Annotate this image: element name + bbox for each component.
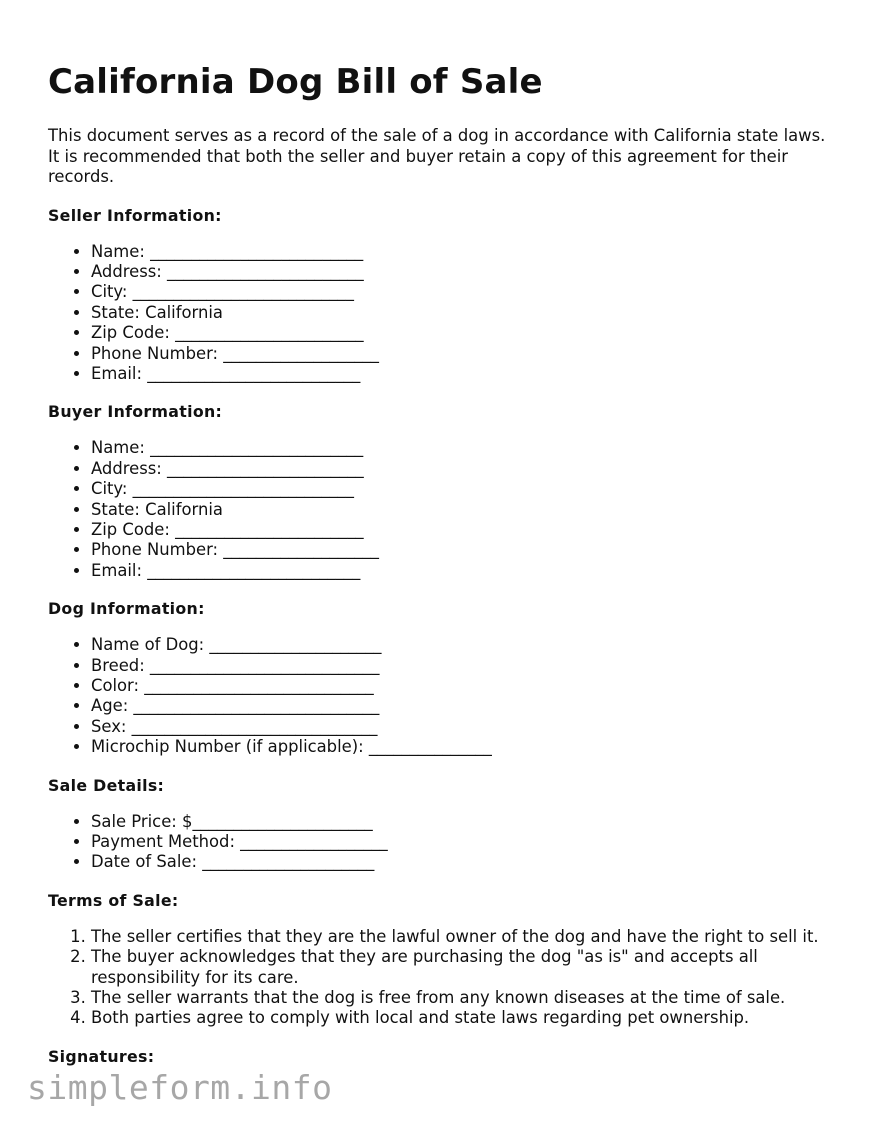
buyer-name-field: • Name: __________________________ bbox=[91, 438, 838, 458]
dog-sex-field: • Sex: ______________________________ bbox=[91, 717, 838, 737]
term-item: 1. The seller certifies that they are the lawful owner of the dog and have the right to sell it. bbox=[91, 927, 838, 947]
sale-price-field: • Sale Price: $______________________ bbox=[91, 812, 838, 832]
buyer-section-heading: Buyer Information: bbox=[48, 402, 223, 422]
seller-address-field: • Address: ________________________ bbox=[91, 262, 838, 282]
term-item: 2. The buyer acknowledges that they are purchasing the dog "as is" and accepts all responsibility for its care. bbox=[91, 947, 838, 988]
dog-age-field: • Age: ______________________________ bbox=[91, 696, 838, 716]
intro-paragraph: This document serves as a record of the sale of a dog in accordance with California state laws. It is recommended that both the seller and buyer retain a copy of this agreement for their records. bbox=[48, 126, 826, 186]
buyer-info-list bbox=[48, 438, 838, 581]
dog-breed-field: • Breed: ____________________________ bbox=[91, 656, 838, 676]
dog-name-field: • Name of Dog: _____________________ bbox=[91, 635, 838, 655]
dog-info-list bbox=[48, 635, 838, 757]
terms-list bbox=[48, 927, 838, 1029]
buyer-state-field: • State: California bbox=[91, 500, 838, 520]
buyer-email-field: • Email: __________________________ bbox=[91, 561, 838, 581]
terms-section-heading: Terms of Sale: bbox=[48, 890, 179, 910]
signatures-heading: Signatures: bbox=[48, 1046, 155, 1066]
sale-section-heading: Sale Details: bbox=[48, 775, 165, 795]
buyer-city-field: • City: ___________________________ bbox=[91, 479, 838, 499]
dog-color-field: • Color: ____________________________ bbox=[91, 676, 838, 696]
document-page bbox=[48, 58, 838, 1067]
term-item: 3. The seller warrants that the dog is free from any known diseases at the time of sale. bbox=[91, 988, 838, 1008]
term-item: 4. Both parties agree to comply with local and state laws regarding pet ownership. bbox=[91, 1008, 838, 1028]
buyer-phone-field: • Phone Number: ___________________ bbox=[91, 540, 838, 560]
dog-microchip-field: • Microchip Number (if applicable): _______________ bbox=[91, 737, 838, 757]
dog-section-heading: Dog Information: bbox=[48, 599, 205, 619]
buyer-address-field: • Address: ________________________ bbox=[91, 459, 838, 479]
payment-method-field: • Payment Method: __________________ bbox=[91, 832, 838, 852]
sale-details-list bbox=[48, 812, 838, 873]
date-of-sale-field: • Date of Sale: _____________________ bbox=[91, 852, 838, 872]
watermark: simpleform.info bbox=[27, 1068, 333, 1107]
seller-phone-field: • Phone Number: ___________________ bbox=[91, 344, 838, 364]
buyer-zip-field: • Zip Code: _______________________ bbox=[91, 520, 838, 540]
document-title: California Dog Bill of Sale bbox=[48, 62, 543, 102]
seller-city-field: • City: ___________________________ bbox=[91, 282, 838, 302]
seller-info-list bbox=[48, 242, 838, 385]
seller-state-field: • State: California bbox=[91, 303, 838, 323]
seller-email-field: • Email: __________________________ bbox=[91, 364, 838, 384]
seller-name-field: • Name: __________________________ bbox=[91, 242, 838, 262]
seller-section-heading: Seller Information: bbox=[48, 205, 222, 225]
seller-zip-field: • Zip Code: _______________________ bbox=[91, 323, 838, 343]
